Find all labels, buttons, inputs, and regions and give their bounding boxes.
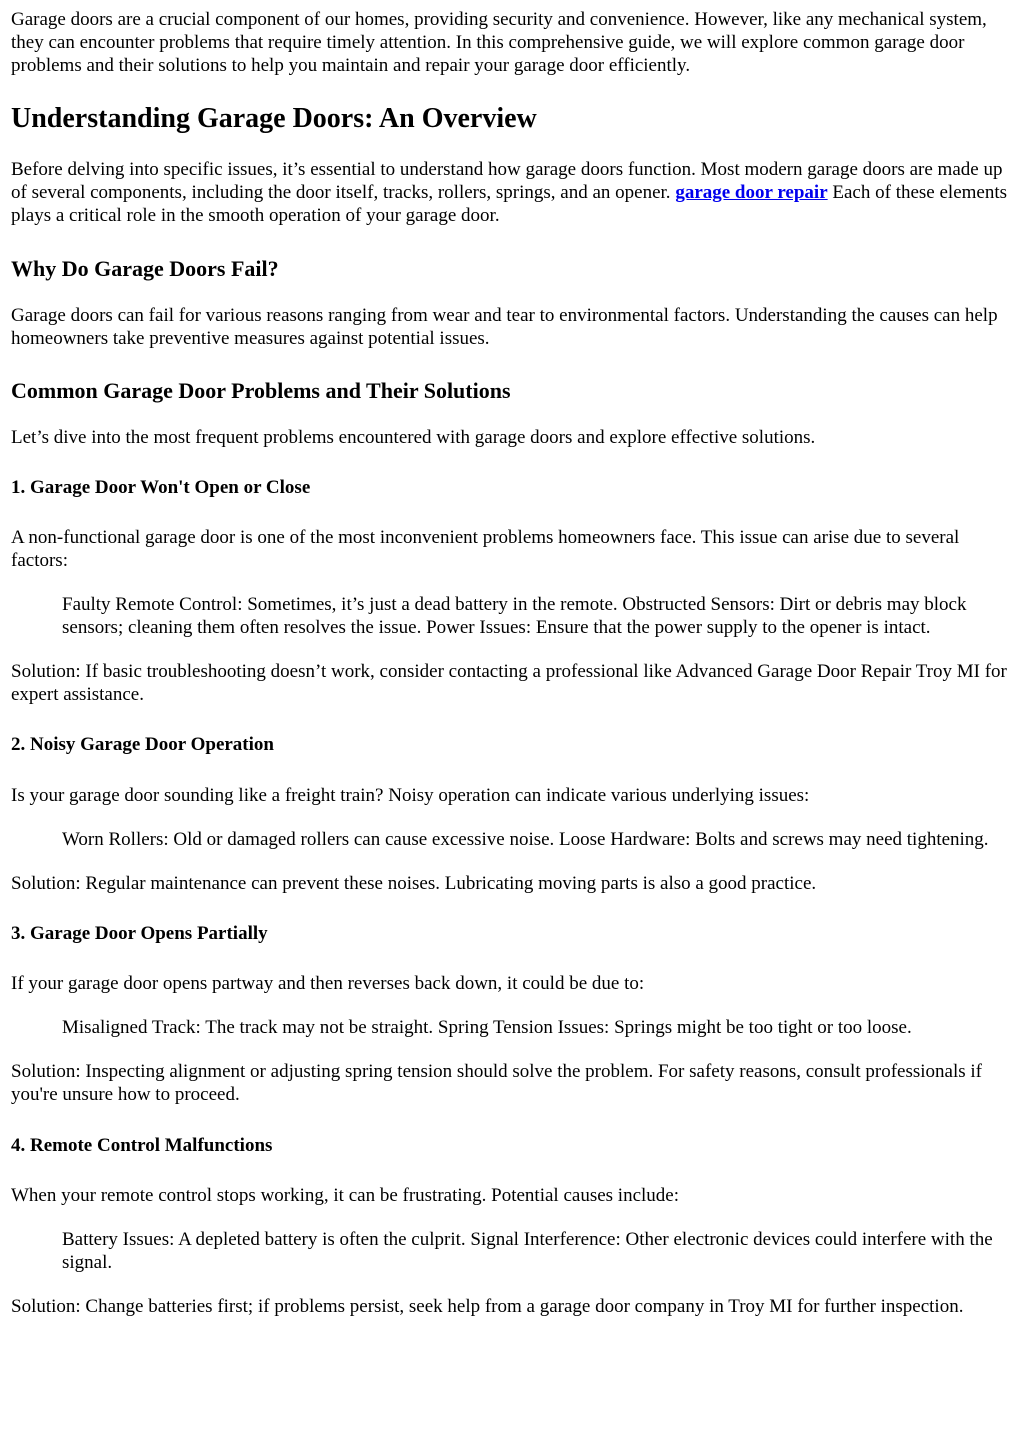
problem-3-intro: If your garage door opens partway and then reverses back down, it could be due to: bbox=[11, 973, 645, 994]
problem-4-solution: Solution: Change batteries first; if problems persist, seek help from a garage door company in Troy MI for further inspection. bbox=[11, 1296, 964, 1317]
overview-paragraph bbox=[11, 158, 1013, 227]
problem-2-solution: Solution: Regular maintenance can prevent these noises. Lubricating moving parts is also a good practice. bbox=[11, 873, 817, 894]
why-fail-paragraph: Garage doors can fail for various reasons ranging from wear and tear to environmental factors. Understanding the causes can help homeowners take preventive measures against potential issues. bbox=[11, 305, 998, 349]
overview-text-after-link: Each of these elements plays a critical role in the smooth operation of your garage door. bbox=[11, 182, 1008, 226]
problem-3-causes: Misaligned Track: The track may not be straight. Spring Tension Issues: Springs might be too tight or too loose. bbox=[62, 1017, 912, 1038]
problem-1-solution: Solution: If basic troubleshooting doesn’t work, consider contacting a professional like Advanced Garage Door Repair Troy MI for expert assistance. bbox=[11, 661, 1007, 705]
problem-4-causes: Battery Issues: A depleted battery is often the culprit. Signal Interference: Other electronic devices could interfere with the signal. bbox=[62, 1229, 993, 1273]
problem-4-intro: When your remote control stops working, it can be frustrating. Potential causes include: bbox=[11, 1185, 679, 1206]
problem-2-heading: 2. Noisy Garage Door Operation bbox=[11, 734, 274, 755]
problem-1-intro: A non-functional garage door is one of the most inconvenient problems homeowners face. This issue can arise due to several factors: bbox=[11, 527, 960, 571]
intro-paragraph: Garage doors are a crucial component of our homes, providing security and convenience. However, like any mechanical system, they can encounter problems that require timely attention. In this comprehensive guide, we will explore common garage door problems and their solutions to help you maintain and repair your garage door efficiently. bbox=[11, 9, 987, 76]
problem-4-heading: 4. Remote Control Malfunctions bbox=[11, 1135, 273, 1156]
common-problems-paragraph: Let’s dive into the most frequent problems encountered with garage doors and explore effective solutions. bbox=[11, 427, 816, 448]
overview-heading: Understanding Garage Doors: An Overview bbox=[11, 103, 537, 134]
problem-3-heading: 3. Garage Door Opens Partially bbox=[11, 923, 268, 944]
problem-1-heading: 1. Garage Door Won't Open or Close bbox=[11, 477, 311, 498]
problem-1-causes: Faulty Remote Control: Sometimes, it’s just a dead battery in the remote. Obstructed Sensors: Dirt or debris may block sensors; cleaning them often resolves the issue. Power Issues: Ensure that the power supply to the opener is intact. bbox=[62, 594, 967, 638]
why-fail-heading: Why Do Garage Doors Fail? bbox=[11, 256, 279, 281]
problem-2-intro: Is your garage door sounding like a freight train? Noisy operation can indicate various underlying issues: bbox=[11, 785, 810, 806]
problem-2-causes: Worn Rollers: Old or damaged rollers can cause excessive noise. Loose Hardware: Bolts and screws may need tightening. bbox=[62, 829, 989, 850]
garage-door-repair-link[interactable]: garage door repair bbox=[675, 182, 828, 203]
problem-3-solution: Solution: Inspecting alignment or adjusting spring tension should solve the problem. For safety reasons, consult professionals if you're unsure how to proceed. bbox=[11, 1061, 982, 1105]
overview-text-before-link: Before delving into specific issues, it’s essential to understand how garage doors function. Most modern garage doors are made up of several components, including the door itself, tracks, rollers, springs, and an opener. bbox=[11, 159, 1003, 203]
common-problems-heading: Common Garage Door Problems and Their Solutions bbox=[11, 378, 511, 403]
